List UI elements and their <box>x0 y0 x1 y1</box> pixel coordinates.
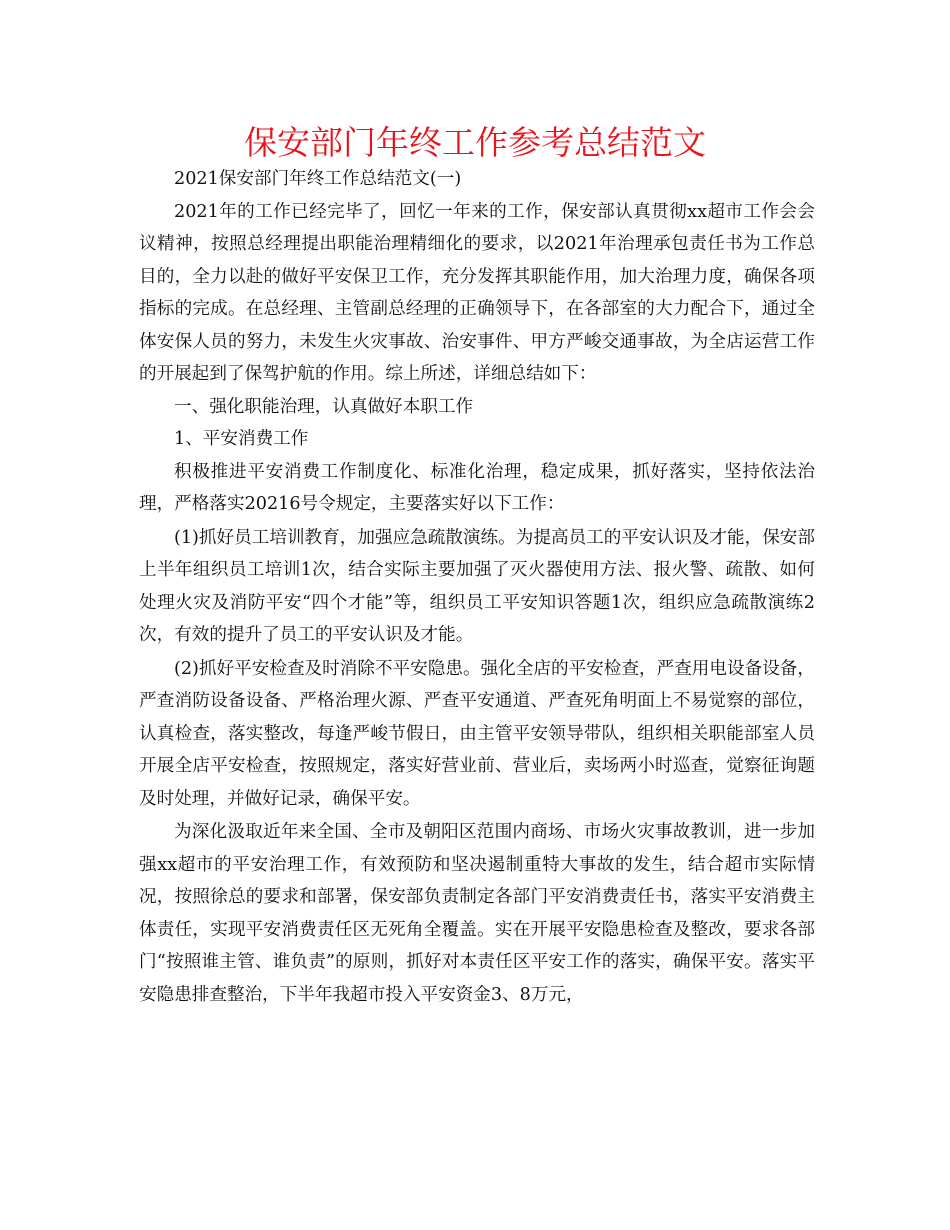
paragraph-subtitle: 2021保安部门年终工作总结范文(一) <box>174 169 462 189</box>
paragraph-safety-production: 积极推进平安消费工作制度化、标准化治理，稳定成果，抓好落实，坚持依法治理，严格落实20216号令规定，主要落实好以下工作： <box>139 461 815 514</box>
subsection-heading-1: 1、平安消费工作 <box>174 429 309 449</box>
document-title: 保安部门年终工作参考总结范文 <box>244 123 706 162</box>
paragraph-fire-lessons: 为深化汲取近年来全国、全市及朝阳区范围内商场、市场火灾事故教训，进一步加强xx超市的平安治理工作，有效预防和坚决遏制重特大事故的发生，结合超市实际情况，按照徐总的要求和部署，保安部负责制定各部门平安消费责任书，落实平安消费主体责任，实现平安消费责任区无死角全覆盖。实在开展平安隐患检查及整改，要求各部门“按照谁主管、谁负责”的原则，抓好对本责任区平安工作的落实，确保平安。落实平安隐患排查整治，下半年我超市投入平安资金3、8万元， <box>139 822 815 1005</box>
section-heading-1: 一、强化职能治理，认真做好本职工作 <box>174 396 474 417</box>
paragraph-item-2: (2)抓好平安检查及时消除不平安隐患。强化全店的平安检查，严查用电设备设备，严查消防设备设备、严格治理火源、严查平安通道、严查死角明面上不易觉察的部位，认真检查，落实整改，每逢严峻节假日，由主管平安领导带队，组织相关职能部室人员开展全店平安检查，按照规定，落实好营业前、营业后，卖场两小时巡查，觉察征询题及时处理，并做好记录，确保平安。 <box>139 658 815 809</box>
document-body <box>139 163 815 1011</box>
paragraph-intro: 2021年的工作已经完毕了，回忆一年来的工作，保安部认真贯彻xx超市工作会会议精神，按照总经理提出职能治理精细化的要求，以2021年治理承包责任书为工作总目的，全力以赴的做好平安保卫工作，充分发挥其职能作用，加大治理力度，确保各项指标的完成。在总经理、主管副总经理的正确领导下，在各部室的大力配合下，通过全体安保人员的努力，未发生火灾事故、治安事件、甲方严峻交通事故，为全店运营工作的开展起到了保驾护航的作用。综上所述，详细总结如下： <box>139 201 815 384</box>
paragraph-item-1: (1)抓好员工培训教育，加强应急疏散演练。为提高员工的平安认识及才能，保安部上半年组织员工培训1次，结合实际主要加强了灭火器使用方法、报火警、疏散、如何处理火灾及消防平安“四个才能”等，组织员工平安知识答题1次，组织应急疏散演练2次，有效的提升了员工的平安认识及才能。 <box>139 527 815 645</box>
